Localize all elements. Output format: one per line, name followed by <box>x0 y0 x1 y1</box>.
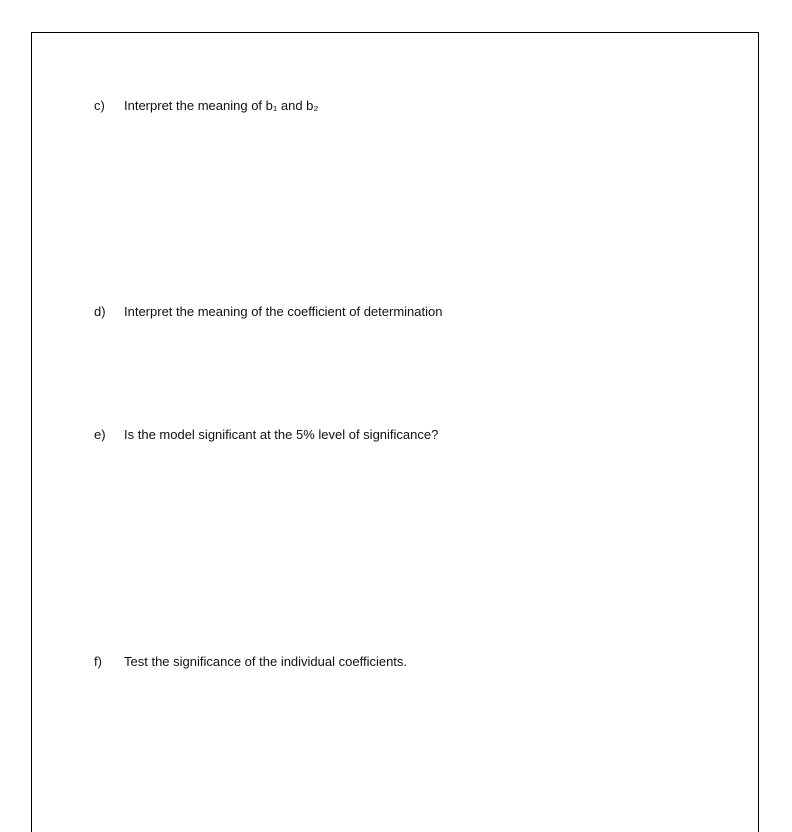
question-letter: e) <box>94 427 106 442</box>
question-text: Interpret the meaning of the coefficient of determination <box>124 304 443 319</box>
question-text: Test the significance of the individual coefficients. <box>124 654 408 669</box>
question-f <box>94 654 407 670</box>
question-letter: c) <box>94 98 105 113</box>
question-letter: d) <box>94 304 106 319</box>
question-c <box>94 98 318 114</box>
question-e <box>94 427 438 443</box>
question-d <box>94 304 442 320</box>
document-page <box>31 32 759 832</box>
question-letter: f) <box>94 654 102 669</box>
question-text: Is the model significant at the 5% level of significance? <box>124 427 439 442</box>
question-text: Interpret the meaning of b₁ and b₂ <box>124 98 319 113</box>
